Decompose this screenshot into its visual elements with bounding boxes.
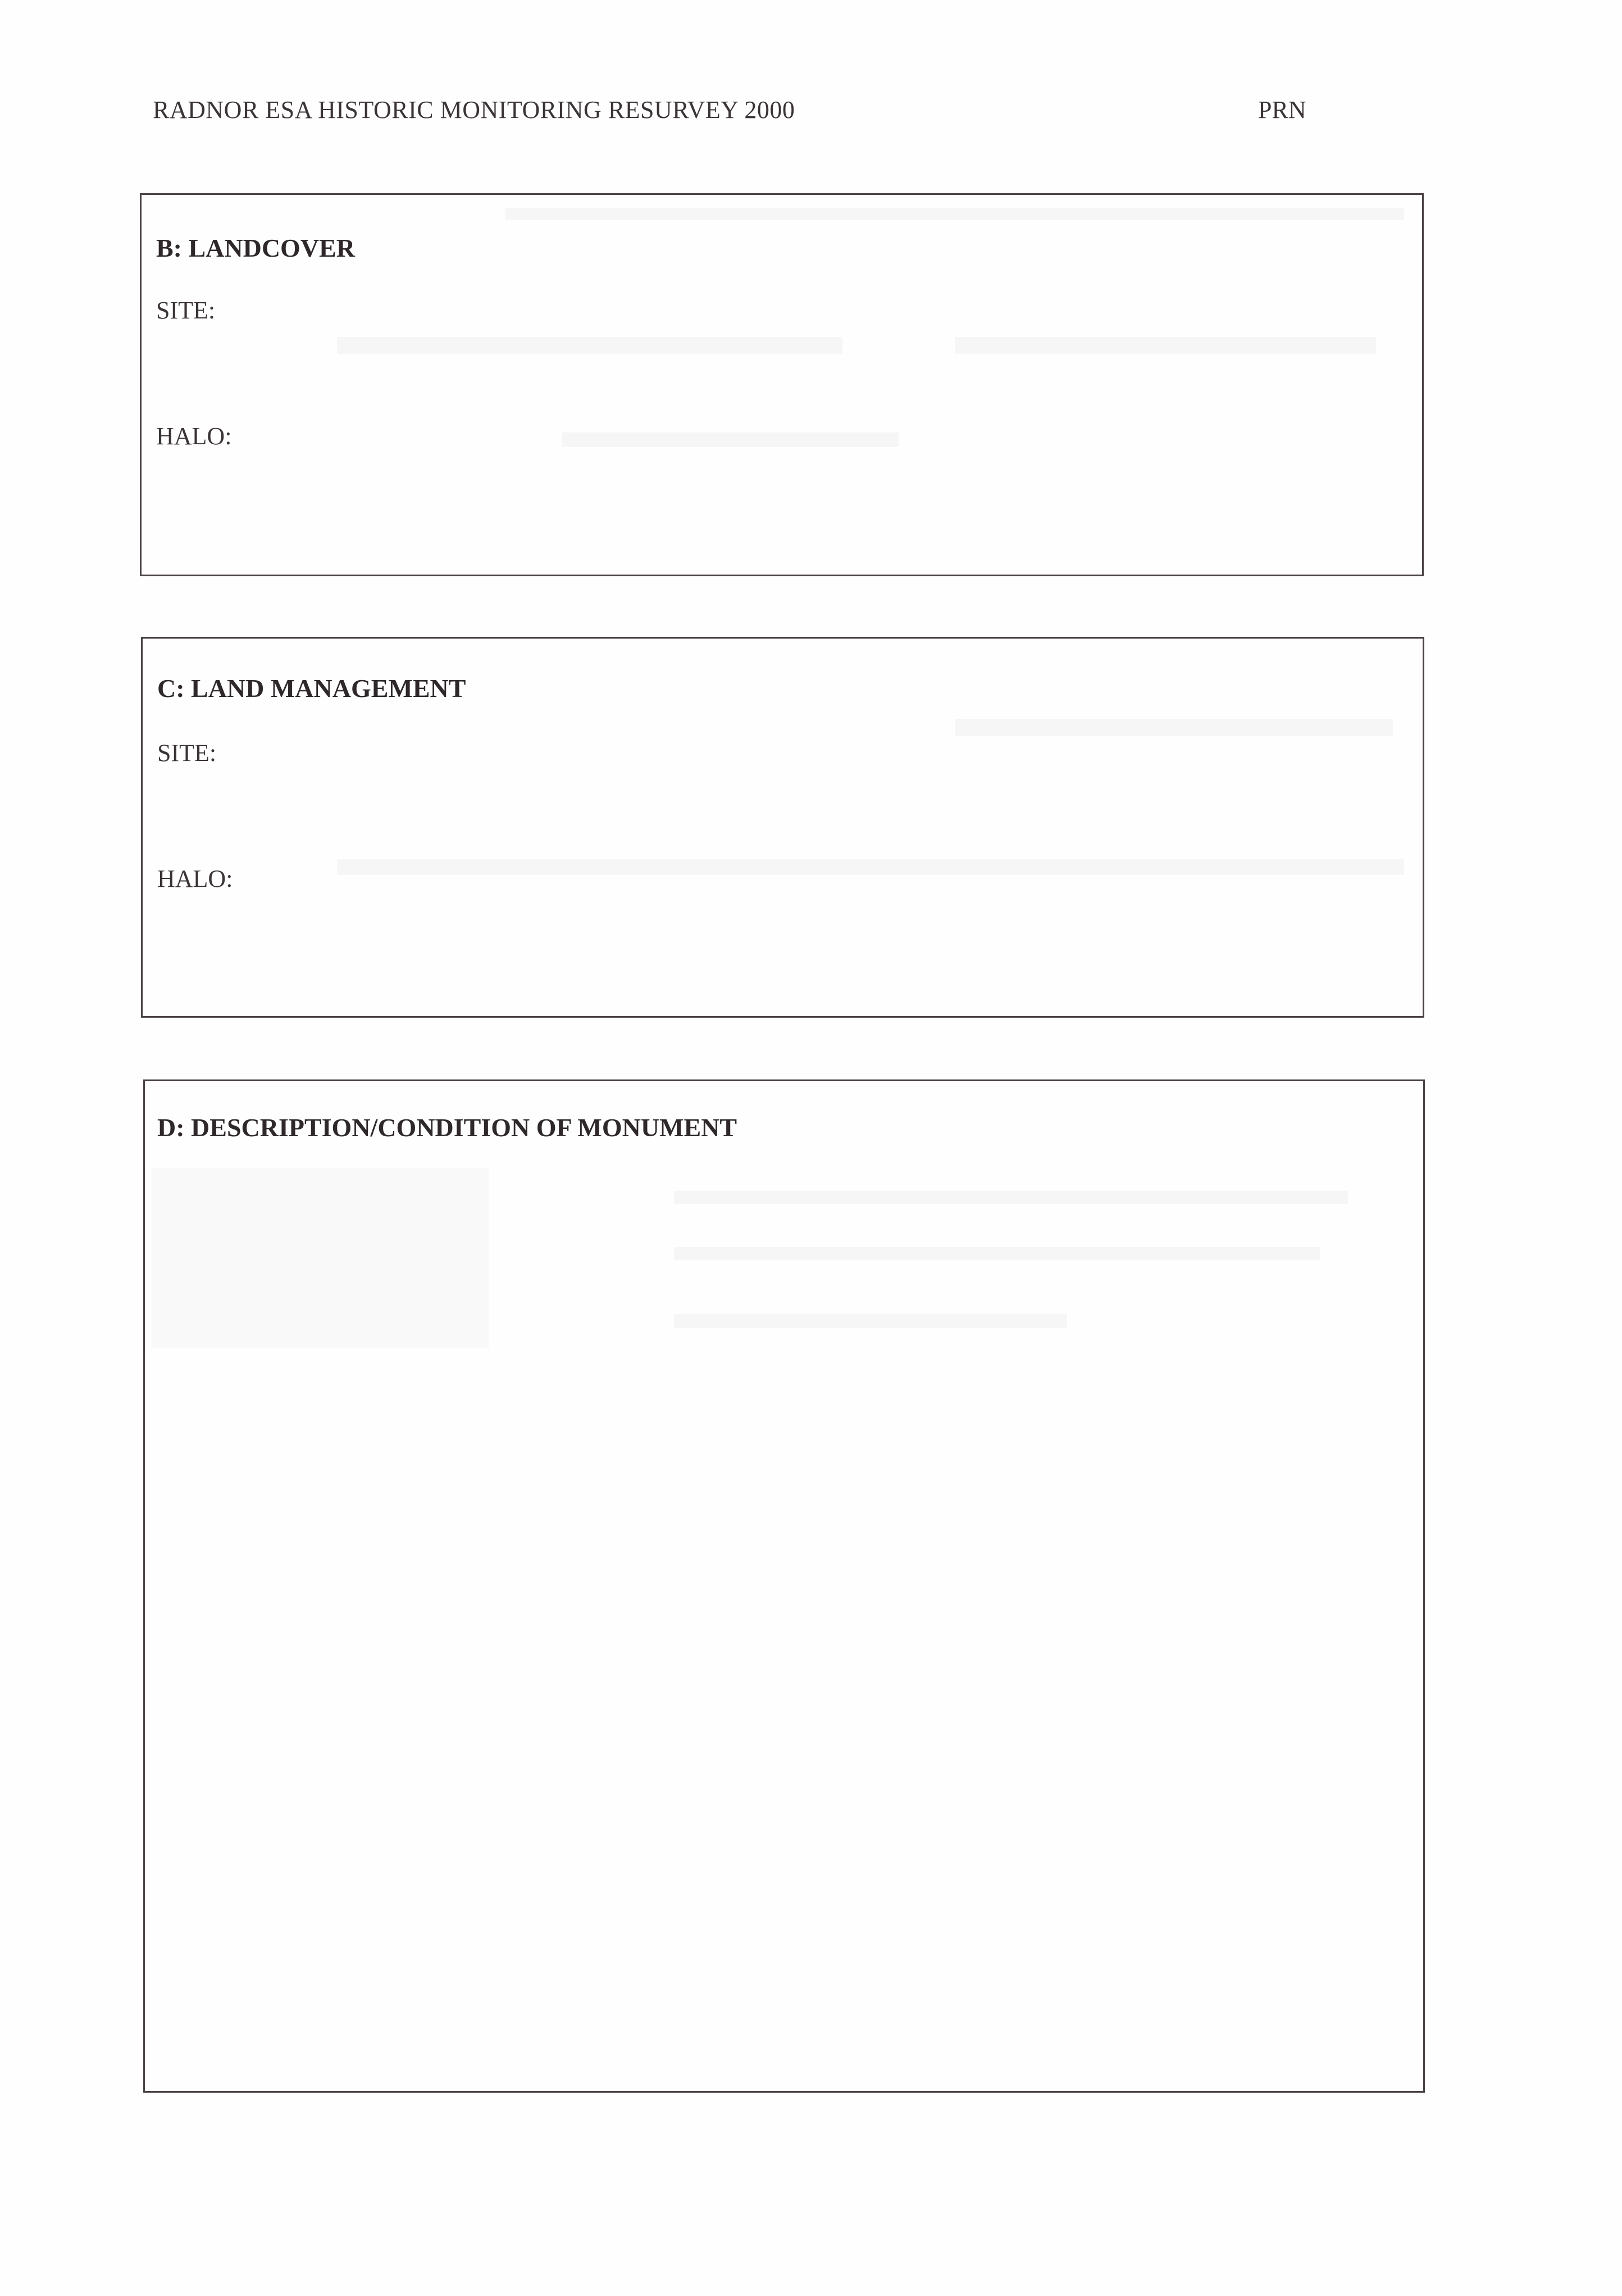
description-heading: D: DESCRIPTION/CONDITION OF MONUMENT xyxy=(157,1113,737,1142)
landcover-halo-label: HALO: xyxy=(156,422,232,450)
prn-label: PRN xyxy=(1258,96,1306,124)
form-title: RADNOR ESA HISTORIC MONITORING RESURVEY 2000 xyxy=(153,96,795,124)
land-management-halo-label: HALO: xyxy=(157,865,233,892)
landcover-site-label: SITE: xyxy=(156,297,216,324)
land-management-heading: C: LAND MANAGEMENT xyxy=(157,674,466,703)
land-management-section xyxy=(141,637,1424,1018)
landcover-heading: B: LANDCOVER xyxy=(156,234,355,262)
description-section xyxy=(143,1079,1425,2093)
landcover-section xyxy=(140,193,1424,576)
land-management-site-label: SITE: xyxy=(157,739,217,767)
